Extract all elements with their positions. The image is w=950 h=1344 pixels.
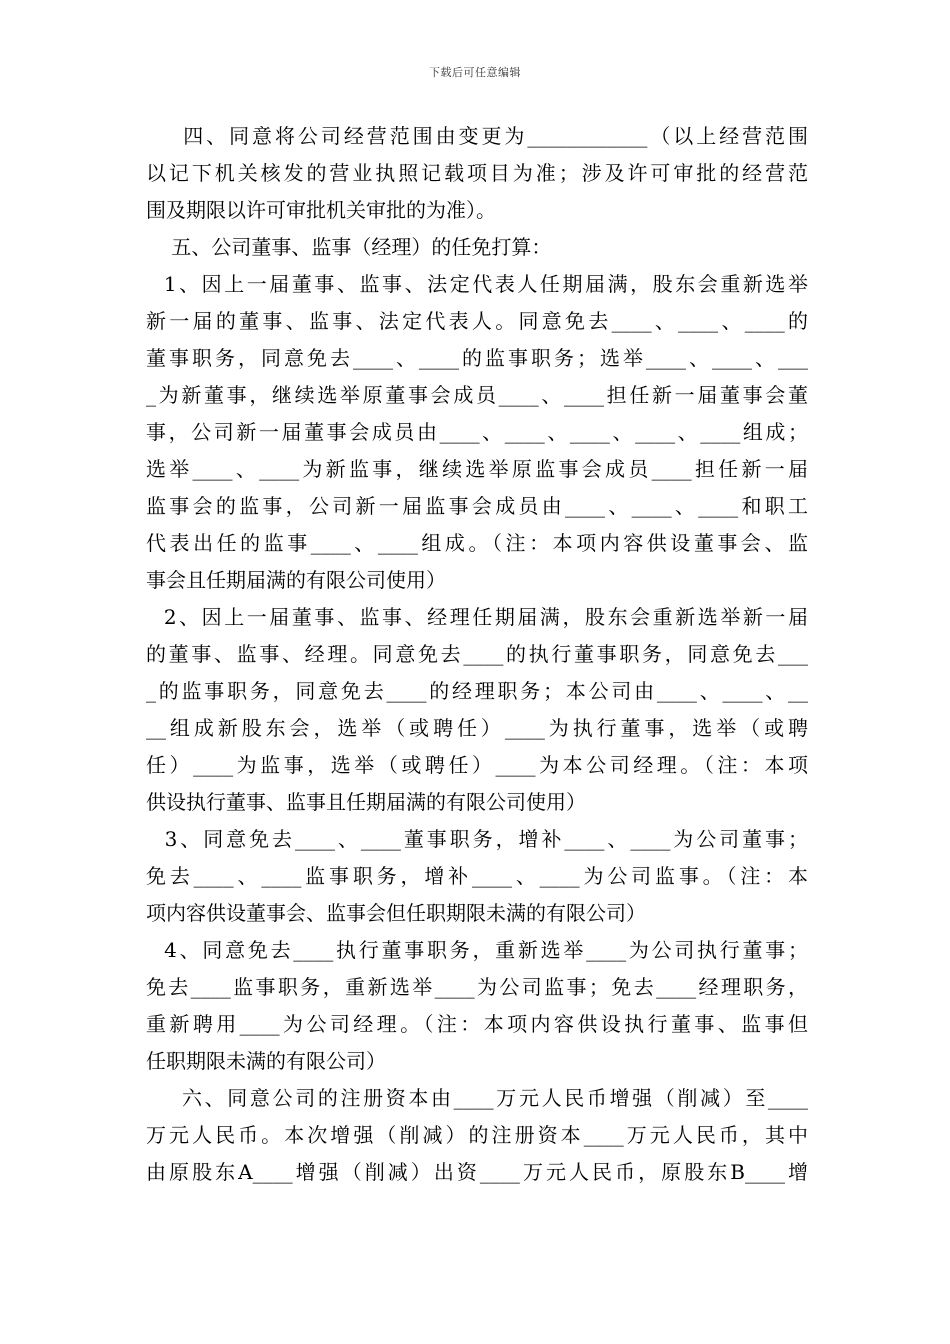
- text-line: 项内容供设董事会、监事会但任职期限未满的有限公司）: [146, 901, 646, 925]
- text-line: 董事职务，同意免去____、____的监事职务；选举____、____、___: [146, 346, 808, 370]
- text-line: 新一届的董事、监事、法定代表人。同意免去____、____、____的: [146, 309, 808, 333]
- text-line: __组成新股东会，选举（或聘任）____为执行董事，选举（或聘: [146, 716, 808, 740]
- text-line: 任职期限未满的有限公司）: [146, 1049, 386, 1073]
- text-line: 事，公司新一届董事会成员由____、____、____、____、____组成；: [146, 420, 808, 444]
- text-line: 免去____、____监事职务，增补____、____为公司监事。（注：本: [146, 864, 808, 888]
- text-line: 由原股东A____增强（削减）出资____万元人民币，原股东B____增: [146, 1160, 808, 1184]
- text-line: 供设执行董事、监事且任期届满的有限公司使用）: [146, 790, 586, 814]
- text-line: 4、同意免去____执行董事职务，重新选举____为公司执行董事；: [146, 938, 808, 962]
- text-line: _为新董事，继续选举原董事会成员____、____担任新一届董事会董: [146, 383, 808, 407]
- text-line: 四、同意将公司经营范围由变更为____________（以上经营范围: [146, 124, 808, 148]
- text-line: _的监事职务，同意免去____的经理职务；本公司由____、____、__: [146, 679, 808, 703]
- text-line: 任）____为监事，选举（或聘任）____为本公司经理。（注：本项: [146, 753, 808, 777]
- text-line: 1、因上一届董事、监事、法定代表人任期届满，股东会重新选举: [146, 272, 808, 296]
- text-line: 重新聘用____为公司经理。（注：本项内容供设执行董事、监事但: [146, 1012, 808, 1036]
- text-line: 监事会的监事，公司新一届监事会成员由____、____、____和职工: [146, 494, 808, 518]
- text-line: 的董事、监事、经理。同意免去____的执行董事职务，同意免去___: [146, 642, 808, 666]
- text-line: 万元人民币。本次增强（削减）的注册资本____万元人民币，其中: [146, 1123, 808, 1147]
- text-line: 以记下机关核发的营业执照记载项目为准；涉及许可审批的经营范: [146, 161, 808, 185]
- text-line: 代表出任的监事____、____组成。（注：本项内容供设董事会、监: [146, 531, 808, 555]
- document-body: [146, 118, 808, 1191]
- text-line: 围及期限以许可审批机关审批的为准）。: [146, 198, 496, 222]
- page-header: 下载后可任意编辑: [429, 66, 521, 79]
- text-line: 选举____、____为新监事，继续选举原监事会成员____担任新一届: [146, 457, 808, 481]
- text-line: 事会且任期届满的有限公司使用）: [146, 568, 446, 592]
- text-line: 五、公司董事、监事（经理）的任免打算：: [146, 235, 552, 259]
- text-line: 3、同意免去____、____董事职务，增补____、____为公司董事；: [146, 827, 808, 851]
- text-line: 六、同意公司的注册资本由____万元人民币增强（削减）至____: [146, 1086, 808, 1110]
- text-line: 免去____监事职务，重新选举____为公司监事；免去____经理职务，: [146, 975, 808, 999]
- text-line: 2、因上一届董事、监事、经理任期届满，股东会重新选举新一届: [146, 605, 808, 629]
